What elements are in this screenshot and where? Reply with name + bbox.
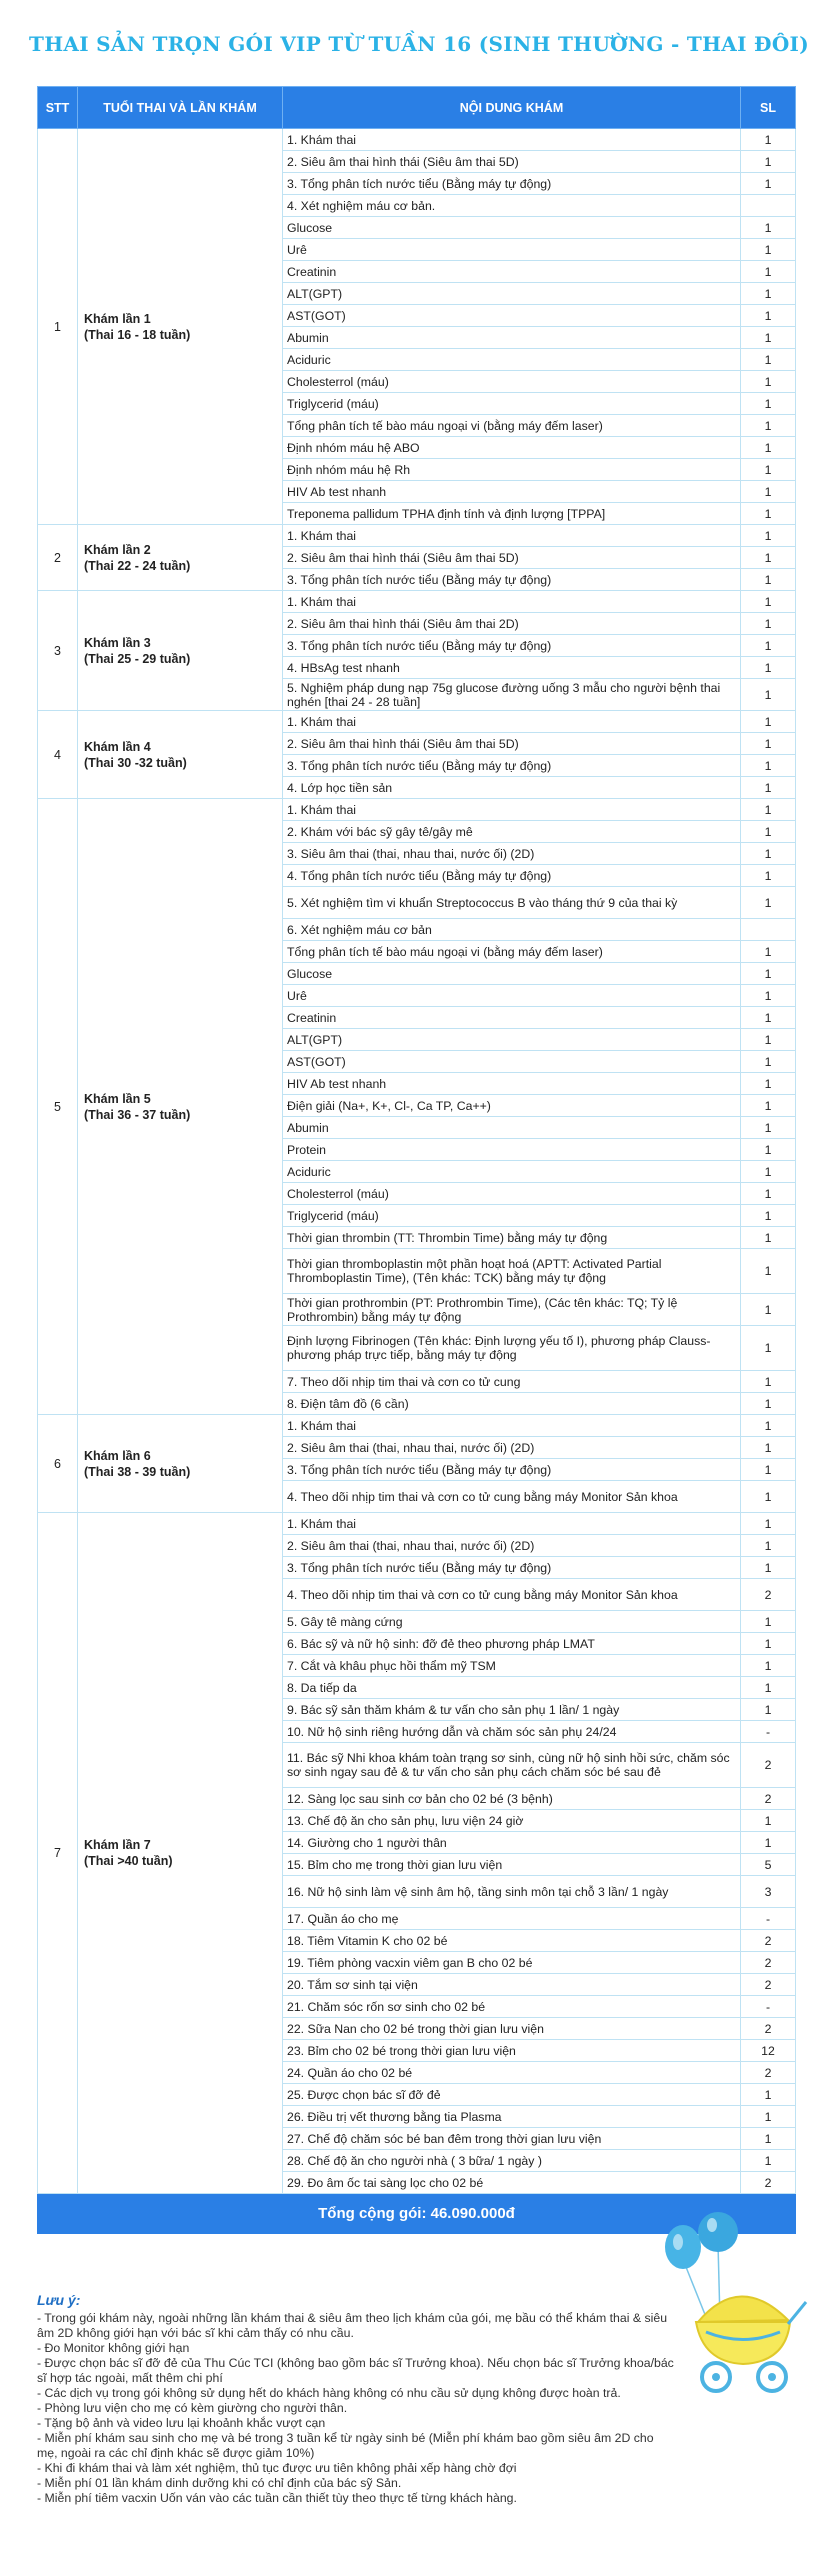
exam-item: Thời gian thromboplastin một phần hoạt hoá (APTT: Activated Partial Thromboplastin Time), (Tên khác: TCK) bằng máy tự động xyxy=(283,1249,741,1294)
table-row xyxy=(38,129,796,151)
exam-item: 6. Bác sỹ và nữ hộ sinh: đỡ đẻ theo phương pháp LMAT xyxy=(283,1633,741,1655)
exam-quantity: 1 xyxy=(741,755,796,777)
table-row xyxy=(38,1415,796,1437)
exam-quantity: 1 xyxy=(741,327,796,349)
notes-list xyxy=(37,2311,677,2506)
exam-quantity: 2 xyxy=(741,2062,796,2084)
exam-item: Abumin xyxy=(283,1117,741,1139)
exam-quantity: 3 xyxy=(741,1876,796,1908)
visit-name: Khám lần 6 xyxy=(84,1448,151,1463)
exam-quantity: 1 xyxy=(741,1183,796,1205)
exam-quantity: 1 xyxy=(741,963,796,985)
exam-item: 2. Khám với bác sỹ gây tê/gây mê xyxy=(283,821,741,843)
exam-item: Aciduric xyxy=(283,1161,741,1183)
exam-quantity: 1 xyxy=(741,1393,796,1415)
exam-quantity: 1 xyxy=(741,1095,796,1117)
exam-item: Định lượng Fibrinogen (Tên khác: Định lượng yếu tố I), phương pháp Clauss- phương pháp trực tiếp, bằng máy tự động xyxy=(283,1326,741,1371)
note-line: - Khi đi khám thai và làm xét nghiệm, thủ tục được ưu tiên không phải xếp hàng chờ đợi xyxy=(37,2461,517,2475)
exam-item: 2. Siêu âm thai (thai, nhau thai, nước ối) (2D) xyxy=(283,1535,741,1557)
exam-item: Protein xyxy=(283,1139,741,1161)
exam-item: HIV Ab test nhanh xyxy=(283,481,741,503)
visit-weeks: (Thai 16 - 18 tuần) xyxy=(84,327,191,342)
exam-quantity: 2 xyxy=(741,1788,796,1810)
exam-item: Urê xyxy=(283,239,741,261)
exam-quantity: 1 xyxy=(741,1459,796,1481)
table-row xyxy=(38,525,796,547)
exam-quantity: - xyxy=(741,1908,796,1930)
exam-item: Cholesterrol (máu) xyxy=(283,1183,741,1205)
header-stt: STT xyxy=(38,87,78,129)
exam-quantity: 1 xyxy=(741,1611,796,1633)
exam-item: 5. Xét nghiệm tìm vi khuẩn Streptococcus B vào tháng thứ 9 của thai kỳ xyxy=(283,887,741,919)
exam-item: 17. Quần áo cho mẹ xyxy=(283,1908,741,1930)
exam-quantity: 1 xyxy=(741,1249,796,1294)
exam-item: 24. Quần áo cho 02 bé xyxy=(283,2062,741,2084)
exam-quantity: 1 xyxy=(741,1481,796,1513)
exam-quantity xyxy=(741,195,796,217)
exam-item: 26. Điều trị vết thương bằng tia Plasma xyxy=(283,2106,741,2128)
exam-quantity: 1 xyxy=(741,1557,796,1579)
exam-quantity: - xyxy=(741,1996,796,2018)
table-row xyxy=(38,711,796,733)
exam-item: 3. Tổng phân tích nước tiểu (Bằng máy tự động) xyxy=(283,755,741,777)
exam-item: 1. Khám thai xyxy=(283,711,741,733)
exam-item: 8. Điện tâm đồ (6 cần) xyxy=(283,1393,741,1415)
exam-item: 2. Siêu âm thai hình thái (Siêu âm thai 5D) xyxy=(283,151,741,173)
visit-cell xyxy=(78,591,283,711)
note-line: - Các dịch vụ trong gói không sử dụng hết do khách hàng không có nhu cầu sử dụng không được hoàn trả. xyxy=(37,2386,621,2400)
exam-quantity: 1 xyxy=(741,1699,796,1721)
package-table xyxy=(37,86,796,2234)
exam-item: 3. Tổng phân tích nước tiểu (Bằng máy tự động) xyxy=(283,635,741,657)
visit-cell xyxy=(78,129,283,525)
exam-quantity: 1 xyxy=(741,985,796,1007)
exam-quantity: 1 xyxy=(741,371,796,393)
exam-item: Urê xyxy=(283,985,741,1007)
visit-name: Khám lần 5 xyxy=(84,1091,151,1106)
visit-cell xyxy=(78,711,283,799)
visit-weeks: (Thai 22 - 24 tuần) xyxy=(84,558,191,573)
exam-item: Creatinin xyxy=(283,261,741,283)
exam-quantity: 1 xyxy=(741,1535,796,1557)
exam-quantity: 1 xyxy=(741,1437,796,1459)
exam-item: 5. Nghiệm pháp dung nạp 75g glucose đường uống 3 mẫu cho người bệnh thai nghén [thai 24 - 28 tuần] xyxy=(283,679,741,711)
note-line: - Miễn phí tiêm vacxin Uốn ván vào các tuần cần thiết tùy theo thực tế từng khách hàng. xyxy=(37,2491,517,2505)
visit-name: Khám lần 2 xyxy=(84,542,151,557)
exam-item: 1. Khám thai xyxy=(283,591,741,613)
exam-item: Aciduric xyxy=(283,349,741,371)
exam-item: Định nhóm máu hệ Rh xyxy=(283,459,741,481)
exam-quantity: 1 xyxy=(741,1205,796,1227)
exam-item: 2. Siêu âm thai hình thái (Siêu âm thai 2D) xyxy=(283,613,741,635)
exam-quantity: 1 xyxy=(741,283,796,305)
exam-quantity: 1 xyxy=(741,1117,796,1139)
exam-item: 25. Được chọn bác sĩ đỡ đẻ xyxy=(283,2084,741,2106)
table-row xyxy=(38,1513,796,1535)
visit-weeks: (Thai 36 - 37 tuần) xyxy=(84,1107,191,1122)
exam-item: 5. Gây tê màng cứng xyxy=(283,1611,741,1633)
visit-number: 3 xyxy=(38,591,78,711)
exam-quantity: 1 xyxy=(741,1139,796,1161)
note-line: - Tặng bộ ảnh và video lưu lại khoảnh khắc vượt cạn xyxy=(37,2416,326,2430)
exam-quantity: 1 xyxy=(741,1415,796,1437)
exam-item: Thời gian prothrombin (PT: Prothrombin Time), (Các tên khác: TQ; Tỷ lệ Prothrombin) bằng máy tự động xyxy=(283,1294,741,1326)
exam-quantity: 1 xyxy=(741,261,796,283)
exam-quantity: 1 xyxy=(741,711,796,733)
exam-quantity: 1 xyxy=(741,1513,796,1535)
visit-name: Khám lần 7 xyxy=(84,1838,151,1852)
exam-quantity: 1 xyxy=(741,437,796,459)
table-row xyxy=(38,591,796,613)
exam-quantity: 1 xyxy=(741,865,796,887)
exam-quantity: 1 xyxy=(741,733,796,755)
exam-item: 28. Chế độ ăn cho người nhà ( 3 bữa/ 1 ngày ) xyxy=(283,2150,741,2172)
visit-name: Khám lần 3 xyxy=(84,635,151,650)
exam-quantity: 1 xyxy=(741,657,796,679)
exam-quantity: 1 xyxy=(741,1371,796,1393)
exam-item: 10. Nữ hộ sinh riêng hướng dẫn và chăm sóc sản phụ 24/24 xyxy=(283,1721,741,1743)
visit-number: 4 xyxy=(38,711,78,799)
exam-quantity: 1 xyxy=(741,2106,796,2128)
exam-item: 4. Xét nghiệm máu cơ bản. xyxy=(283,195,741,217)
exam-quantity: 1 xyxy=(741,1161,796,1183)
visit-name: Khám lần 1 xyxy=(84,311,151,326)
exam-item: 7. Theo dõi nhịp tim thai và cơn co tử cung xyxy=(283,1371,741,1393)
note-line: - Đo Monitor không giới hạn xyxy=(37,2341,190,2355)
page-title: THAI SẢN TRỌN GÓI VIP TỪ TUẦN 16 (SINH THƯỜNG - THAI ĐÔI) xyxy=(29,32,809,56)
total-price: Tổng cộng gói: 46.090.000đ xyxy=(38,2194,796,2234)
exam-quantity: 1 xyxy=(741,481,796,503)
exam-quantity: 1 xyxy=(741,1655,796,1677)
exam-item: 7. Cắt và khâu phục hồi thẩm mỹ TSM xyxy=(283,1655,741,1677)
exam-quantity: 1 xyxy=(741,2128,796,2150)
exam-item: Định nhóm máu hệ ABO xyxy=(283,437,741,459)
exam-item: 11. Bác sỹ Nhi khoa khám toàn trạng sơ sinh, cùng nữ hộ sinh hồi sức, chăm sóc sơ sinh ngay sau đẻ & tư vấn cho sản phụ cách chăm sóc bé sau đẻ xyxy=(283,1743,741,1788)
header-qty: SL xyxy=(741,87,796,129)
exam-item: 2. Siêu âm thai hình thái (Siêu âm thai 5D) xyxy=(283,733,741,755)
exam-quantity: 1 xyxy=(741,569,796,591)
exam-item: 4. Theo dõi nhịp tim thai và cơn co tử cung bằng máy Monitor Sản khoa xyxy=(283,1579,741,1611)
exam-quantity: 1 xyxy=(741,1832,796,1854)
visit-number: 5 xyxy=(38,799,78,1415)
visit-weeks: (Thai 25 - 29 tuần) xyxy=(84,651,191,666)
exam-quantity: 1 xyxy=(741,1294,796,1326)
exam-quantity: 2 xyxy=(741,1579,796,1611)
exam-item: 9. Bác sỹ sản thăm khám & tư vấn cho sản phụ 1 lần/ 1 ngày xyxy=(283,1699,741,1721)
exam-quantity: 1 xyxy=(741,151,796,173)
exam-item: 2. Siêu âm thai (thai, nhau thai, nước ối) (2D) xyxy=(283,1437,741,1459)
note-line: - Trong gói khám này, ngoài những lần khám thai & siêu âm theo lịch khám của gói, mẹ bầu có thể khám thai & siêu âm 2D không giới hạn với bác sĩ khi cảm thấy có nhu cầu. xyxy=(37,2311,668,2340)
exam-quantity: 1 xyxy=(741,239,796,261)
exam-quantity: 1 xyxy=(741,415,796,437)
exam-item: 4. Lớp học tiền sản xyxy=(283,777,741,799)
exam-item: 3. Tổng phân tích nước tiểu (Bằng máy tự động) xyxy=(283,1459,741,1481)
exam-item: 4. Tổng phân tích nước tiểu (Bằng máy tự động) xyxy=(283,865,741,887)
visit-cell xyxy=(78,1513,283,2194)
exam-item: HIV Ab test nhanh xyxy=(283,1073,741,1095)
note-line: - Miễn phí khám sau sinh cho mẹ và bé trong 3 tuần kể từ ngày sinh bé (Miễn phí khám bao gồm siêu âm 2D cho mẹ, ngoài ra các chỉ định khác sẽ được giảm 10%) xyxy=(37,2431,654,2460)
exam-item: 4. HBsAg test nhanh xyxy=(283,657,741,679)
table-body xyxy=(38,129,796,2194)
exam-item: 6. Xét nghiệm máu cơ bản xyxy=(283,919,741,941)
exam-item: 4. Theo dõi nhịp tim thai và cơn co tử cung bằng máy Monitor Sản khoa xyxy=(283,1481,741,1513)
exam-quantity: 1 xyxy=(741,547,796,569)
exam-item: 1. Khám thai xyxy=(283,525,741,547)
exam-quantity: 1 xyxy=(741,941,796,963)
exam-item: 12. Sàng lọc sau sinh cơ bản cho 02 bé (3 bệnh) xyxy=(283,1788,741,1810)
exam-quantity: 1 xyxy=(741,887,796,919)
exam-item: 1. Khám thai xyxy=(283,1513,741,1535)
exam-quantity: 1 xyxy=(741,1007,796,1029)
exam-quantity: 1 xyxy=(741,1227,796,1249)
exam-item: ALT(GPT) xyxy=(283,283,741,305)
exam-quantity: 1 xyxy=(741,679,796,711)
exam-quantity: 1 xyxy=(741,1073,796,1095)
note-line: - Phòng lưu viện cho mẹ có kèm giường cho người thân. xyxy=(37,2401,348,2415)
exam-quantity: 1 xyxy=(741,635,796,657)
exam-item: 1. Khám thai xyxy=(283,799,741,821)
exam-quantity xyxy=(741,919,796,941)
exam-item: Tổng phân tích tế bào máu ngoại vi (bằng máy đếm laser) xyxy=(283,941,741,963)
exam-quantity: 1 xyxy=(741,349,796,371)
exam-quantity: 1 xyxy=(741,1810,796,1832)
exam-quantity: 1 xyxy=(741,459,796,481)
exam-quantity: 1 xyxy=(741,1633,796,1655)
exam-quantity: 1 xyxy=(741,1326,796,1371)
visit-cell xyxy=(78,799,283,1415)
visit-cell xyxy=(78,525,283,591)
exam-quantity: 1 xyxy=(741,129,796,151)
exam-item: 27. Chế độ chăm sóc bé ban đêm trong thời gian lưu viện xyxy=(283,2128,741,2150)
exam-quantity: 1 xyxy=(741,1029,796,1051)
visit-weeks: (Thai >40 tuần) xyxy=(84,1854,173,1868)
visit-weeks: (Thai 30 -32 tuần) xyxy=(84,755,187,770)
exam-quantity: 2 xyxy=(741,1743,796,1788)
exam-item: 8. Da tiếp da xyxy=(283,1677,741,1699)
exam-item: ALT(GPT) xyxy=(283,1029,741,1051)
exam-quantity: 5 xyxy=(741,1854,796,1876)
exam-quantity: 1 xyxy=(741,799,796,821)
exam-item: 23. Bỉm cho 02 bé trong thời gian lưu viện xyxy=(283,2040,741,2062)
visit-name: Khám lần 4 xyxy=(84,739,151,754)
exam-quantity: 1 xyxy=(741,777,796,799)
exam-quantity: 1 xyxy=(741,1677,796,1699)
exam-item: 15. Bỉm cho mẹ trong thời gian lưu viện xyxy=(283,1854,741,1876)
exam-quantity: 12 xyxy=(741,2040,796,2062)
visit-number: 6 xyxy=(38,1415,78,1513)
exam-quantity: 2 xyxy=(741,1930,796,1952)
exam-item: AST(GOT) xyxy=(283,1051,741,1073)
exam-item: 29. Đo âm ốc tai sàng lọc cho 02 bé xyxy=(283,2172,741,2194)
exam-item: AST(GOT) xyxy=(283,305,741,327)
exam-item: 18. Tiêm Vitamin K cho 02 bé xyxy=(283,1930,741,1952)
visit-cell xyxy=(78,1415,283,1513)
exam-item: 21. Chăm sóc rốn sơ sinh cho 02 bé xyxy=(283,1996,741,2018)
exam-item: Creatinin xyxy=(283,1007,741,1029)
exam-item: 20. Tắm sơ sinh tại viện xyxy=(283,1974,741,1996)
exam-quantity: 2 xyxy=(741,2172,796,2194)
exam-quantity: 2 xyxy=(741,1974,796,1996)
exam-quantity: 1 xyxy=(741,613,796,635)
exam-quantity: 1 xyxy=(741,2084,796,2106)
exam-item: Điện giải (Na+, K+, Cl-, Ca TP, Ca++) xyxy=(283,1095,741,1117)
exam-item: 1. Khám thai xyxy=(283,129,741,151)
exam-item: Triglycerid (máu) xyxy=(283,393,741,415)
exam-item: 3. Tổng phân tích nước tiểu (Bằng máy tự động) xyxy=(283,1557,741,1579)
exam-quantity: 1 xyxy=(741,305,796,327)
note-line: - Được chọn bác sĩ đỡ đẻ của Thu Cúc TCI (không bao gồm bác sĩ Trưởng khoa). Nếu chọn bác sĩ Trưởng khoa/bác sĩ hợp tác ngoài, mất thêm chi phí xyxy=(37,2356,674,2385)
exam-item: 3. Siêu âm thai (thai, nhau thai, nước ối) (2D) xyxy=(283,843,741,865)
header-visit: TUỔI THAI VÀ LẦN KHÁM xyxy=(78,87,283,129)
exam-item: 13. Chế độ ăn cho sản phụ, lưu viện 24 giờ xyxy=(283,1810,741,1832)
exam-quantity: 2 xyxy=(741,2018,796,2040)
exam-quantity: 1 xyxy=(741,503,796,525)
exam-item: Triglycerid (máu) xyxy=(283,1205,741,1227)
exam-quantity: 1 xyxy=(741,2150,796,2172)
visit-weeks: (Thai 38 - 39 tuần) xyxy=(84,1464,191,1479)
exam-item: 1. Khám thai xyxy=(283,1415,741,1437)
exam-item: Cholesterrol (máu) xyxy=(283,371,741,393)
table-header-row xyxy=(38,87,796,129)
exam-item: Tổng phân tích tế bào máu ngoại vi (bằng máy đếm laser) xyxy=(283,415,741,437)
notes-title: Lưu ý: xyxy=(37,2292,81,2308)
exam-quantity: - xyxy=(741,1721,796,1743)
exam-quantity: 1 xyxy=(741,217,796,239)
visit-number: 1 xyxy=(38,129,78,525)
exam-quantity: 1 xyxy=(741,843,796,865)
exam-item: 22. Sữa Nan cho 02 bé trong thời gian lưu viện xyxy=(283,2018,741,2040)
exam-quantity: 1 xyxy=(741,1051,796,1073)
exam-quantity: 2 xyxy=(741,1952,796,1974)
exam-item: 3. Tổng phân tích nước tiểu (Bằng máy tự động) xyxy=(283,569,741,591)
header-content: NỘI DUNG KHÁM xyxy=(283,87,741,129)
exam-quantity: 1 xyxy=(741,591,796,613)
table-row xyxy=(38,799,796,821)
exam-item: 19. Tiêm phòng vacxin viêm gan B cho 02 bé xyxy=(283,1952,741,1974)
notes-section xyxy=(37,2293,677,2506)
exam-item: 16. Nữ hộ sinh làm vệ sinh âm hộ, tầng sinh môn tại chỗ 3 lần/ 1 ngày xyxy=(283,1876,741,1908)
exam-item: 14. Giường cho 1 người thân xyxy=(283,1832,741,1854)
visit-number: 7 xyxy=(38,1513,78,2194)
exam-item: Glucose xyxy=(283,217,741,239)
exam-quantity: 1 xyxy=(741,821,796,843)
note-line: - Miễn phí 01 lần khám dinh dưỡng khi có chỉ định của bác sỹ Sản. xyxy=(37,2476,402,2490)
exam-item: Glucose xyxy=(283,963,741,985)
exam-item: Treponema pallidum TPHA định tính và định lượng [TPPA] xyxy=(283,503,741,525)
exam-item: Abumin xyxy=(283,327,741,349)
exam-quantity: 1 xyxy=(741,393,796,415)
exam-quantity: 1 xyxy=(741,173,796,195)
exam-item: 3. Tổng phân tích nước tiểu (Bằng máy tự động) xyxy=(283,173,741,195)
exam-item: Thời gian thrombin (TT: Thrombin Time) bằng máy tự động xyxy=(283,1227,741,1249)
exam-item: 2. Siêu âm thai hình thái (Siêu âm thai 5D) xyxy=(283,547,741,569)
exam-quantity: 1 xyxy=(741,525,796,547)
visit-number: 2 xyxy=(38,525,78,591)
